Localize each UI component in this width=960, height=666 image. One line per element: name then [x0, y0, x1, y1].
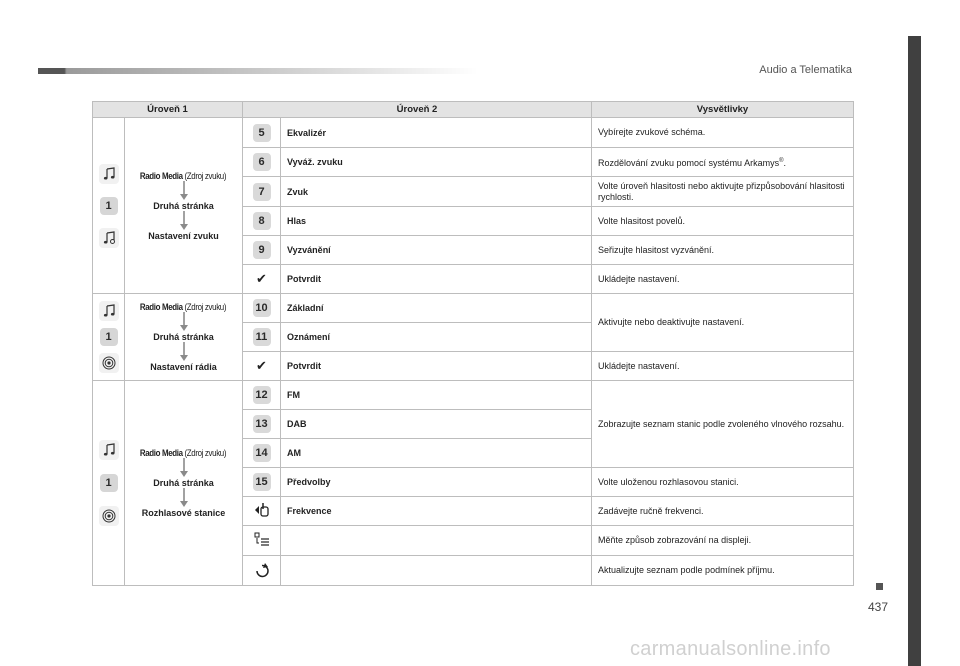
option-label: Potvrdit: [281, 352, 592, 381]
level-badge: 1: [100, 197, 118, 215]
page-side-bar: [908, 36, 921, 666]
option-description: Ukládejte nastavení.: [592, 265, 854, 294]
path-radio-stations: Rozhlasové stanice: [141, 508, 226, 518]
page-number: 437: [868, 600, 889, 614]
arrow-down-icon: [179, 458, 189, 478]
path-second-page: Druhá stránka: [153, 200, 214, 211]
table-row: [93, 294, 854, 323]
option-description: Aktivujte nebo deaktivujte nastavení.: [592, 294, 854, 352]
option-badge: 8: [253, 212, 271, 230]
option-badge: 7: [253, 183, 271, 201]
option-description: Ukládejte nastavení.: [592, 352, 854, 381]
watermark: carmanualsonline.info: [630, 638, 831, 660]
group3-icons: [93, 381, 125, 586]
page-marker: [876, 583, 883, 590]
option-label: Oznámení: [281, 323, 592, 352]
option-badge: 12: [253, 386, 271, 404]
option-description: Aktualizujte seznam podle podmínek příjmu.: [592, 556, 854, 586]
settings-table: [92, 101, 854, 586]
col-level1-header: Úroveň 1: [93, 102, 243, 118]
group1-path: [125, 118, 243, 294]
level-badge: 1: [100, 474, 118, 492]
option-badge: 15: [253, 473, 271, 491]
music-settings-icon: [99, 228, 119, 248]
option-label: Vyváž. zvuku: [281, 148, 592, 177]
section-title: Audio a Telematika: [759, 64, 852, 76]
option-label: Potvrdit: [281, 265, 592, 294]
table-row: [93, 381, 854, 410]
option-label: Ekvalizér: [281, 118, 592, 148]
arrow-down-icon: [179, 181, 189, 201]
option-badge: 11: [253, 328, 271, 346]
option-description: Volte hlasitost povelů.: [592, 207, 854, 236]
group3-path: [125, 381, 243, 586]
option-description: Zobrazujte seznam stanic podle zvoleného vlnového rozsahu.: [592, 381, 854, 468]
option-badge: 9: [253, 241, 271, 259]
option-label: [281, 556, 592, 586]
radio-media-label: Radio Media: [140, 170, 184, 181]
group2-icons: [93, 294, 125, 381]
option-label: FM: [281, 381, 592, 410]
option-badge: 14: [253, 444, 271, 462]
confirm-check-icon: ✔: [243, 352, 281, 381]
option-description: Měňte způsob zobrazování na displeji.: [592, 526, 854, 556]
music-note-icon: [99, 440, 119, 460]
arrow-down-icon: [179, 342, 189, 362]
option-label: Vyzvánění: [281, 236, 592, 265]
music-note-icon: [99, 301, 119, 321]
header-gradient-line: [38, 68, 478, 74]
arrow-down-icon: [179, 488, 189, 508]
source-label: (Zdroj zvuku): [184, 170, 227, 181]
option-label: Frekvence: [281, 497, 592, 526]
option-description: Zadávejte ručně frekvenci.: [592, 497, 854, 526]
confirm-check-icon: ✔: [243, 265, 281, 294]
option-description: Rozdělování zvuku pomocí systému Arkamys®.: [592, 148, 854, 177]
radio-station-icon: [99, 506, 119, 526]
arrow-down-icon: [179, 312, 189, 332]
radio-media-label: Radio Media: [140, 448, 184, 458]
group1-icons: [93, 118, 125, 294]
source-label: (Zdroj zvuku): [184, 448, 227, 458]
table-header-row: [93, 102, 854, 118]
option-description: Volte úroveň hlasitosti nebo aktivujte přizpůsobování hlasitosti rychlosti.: [592, 177, 854, 207]
path-radio-settings: Nastavení rádia: [150, 362, 217, 372]
level-badge: 1: [100, 328, 118, 346]
option-description: Vybírejte zvukové schéma.: [592, 118, 854, 148]
table-row: [93, 118, 854, 148]
option-label: AM: [281, 439, 592, 468]
path-second-page: Druhá stránka: [153, 478, 214, 488]
col-level2-header: Úroveň 2: [243, 102, 592, 118]
option-label: Předvolby: [281, 468, 592, 497]
path-sound-settings: Nastavení zvuku: [148, 230, 219, 241]
option-label: [281, 526, 592, 556]
manual-frequency-icon: [253, 501, 271, 519]
group2-path: [125, 294, 243, 381]
refresh-icon: [253, 561, 271, 579]
arrow-down-icon: [179, 211, 189, 231]
option-badge: 6: [253, 153, 271, 171]
option-label: DAB: [281, 410, 592, 439]
option-description: Seřizujte hlasitost vyzvánění.: [592, 236, 854, 265]
option-label: Základní: [281, 294, 592, 323]
radio-settings-icon: [99, 353, 119, 373]
radio-media-label: Radio Media: [140, 302, 184, 312]
path-second-page: Druhá stránka: [153, 332, 214, 342]
music-note-icon: [99, 164, 119, 184]
col-explain-header: Vysvětlivky: [592, 102, 854, 118]
option-label: Zvuk: [281, 177, 592, 207]
option-badge: 13: [253, 415, 271, 433]
option-description: Volte uloženou rozhlasovou stanici.: [592, 468, 854, 497]
source-label: (Zdroj zvuku): [184, 302, 227, 312]
display-mode-icon: [253, 531, 271, 549]
option-badge: 5: [253, 124, 271, 142]
option-badge: 10: [253, 299, 271, 317]
option-label: Hlas: [281, 207, 592, 236]
